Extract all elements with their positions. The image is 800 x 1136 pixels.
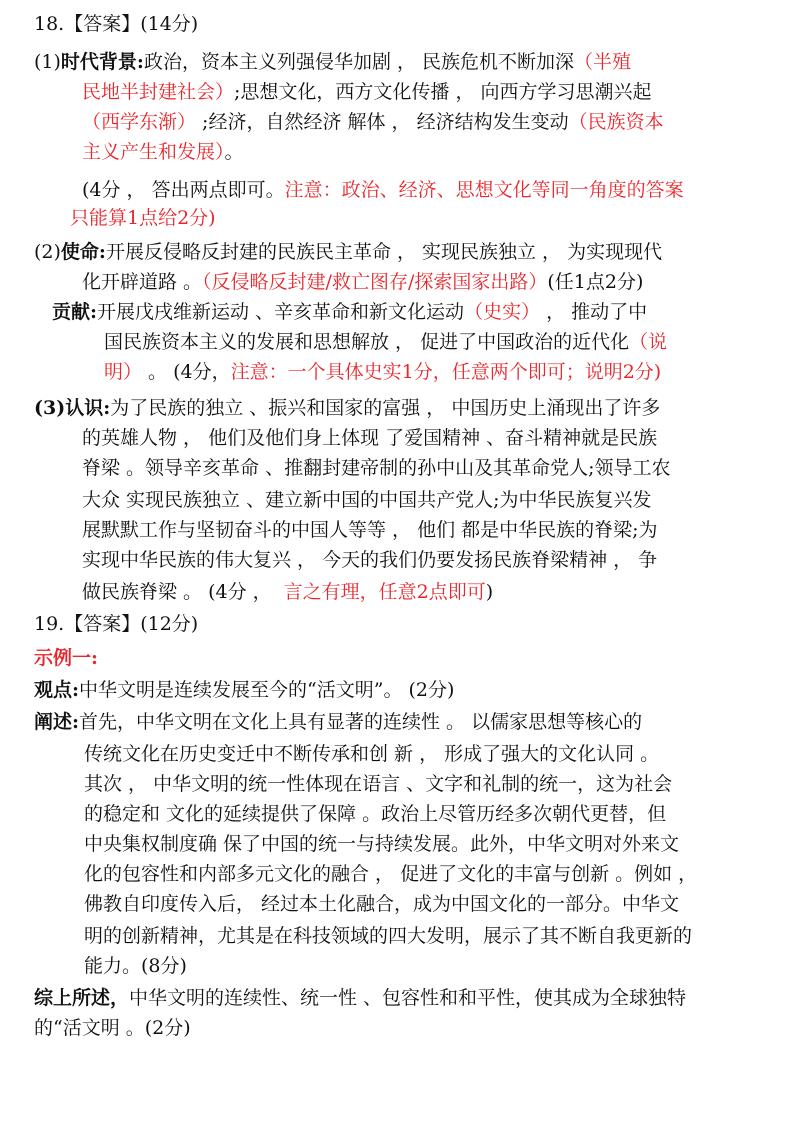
q19-elaboration-line4: 的稳定和 文化的延续提供了保障 。政治上尽管历经多次朝代更替，但	[84, 803, 667, 825]
q18-part1-label: 时代背景:	[60, 51, 144, 73]
q18-part1-number: (1)	[34, 51, 61, 73]
q18-part1-text: 政治，资本主义列强侵华加剧 ， 民族危机不断加深	[143, 51, 575, 73]
q19-elaboration-line2: 传统文化在历史变迁中不断传承和创 新 ， 形成了强大的文化认同 。	[84, 743, 660, 765]
q18-part3-line3: 脊梁 。领导辛亥革命 、推翻封建帝制的孙中山及其革命党人;领导工农	[82, 457, 671, 479]
q19-header: 19.【答案】(12分)	[34, 613, 199, 635]
q18-part1-red-note: 注意：政治、经济、思想文化等同一角度的答案	[284, 179, 684, 201]
q18-part1-red-note: （民族资本	[568, 111, 664, 133]
q19-summary-text: 中华文明的连续性、统一性 、包容性和和平性，使其成为全球独特	[129, 987, 687, 1009]
q19-viewpoint-text: 中华文明是连续发展至今的“活文明”。 (2分)	[79, 679, 455, 701]
q18-part1-line5	[82, 178, 684, 202]
q18-part3-score: 做民族脊梁 。 (4分 ，	[82, 581, 272, 603]
q18-part3-text: )	[485, 581, 494, 603]
q18-part2-label-contribution: 贡献:	[52, 301, 98, 323]
q18-part3-line5: 展默默工作与坚韧奋斗的中国人等等 ， 他们 都是中华民族的脊梁;为	[82, 519, 658, 541]
q18-part2-number: (2)	[34, 241, 61, 263]
q18-part3-label: 认识:	[65, 397, 111, 419]
q19-elaboration-line9: 能力。(8分)	[84, 955, 187, 977]
q18-part2-score: (任1点2分)	[547, 271, 644, 293]
q18-part3-line7	[82, 580, 493, 604]
q19-elaboration-line7: 佛教自印度传入后， 经过本土化融合，成为中国文化的一部分。中华文	[84, 893, 680, 915]
q18-part1-score: (4分 ， 答出两点即可。	[82, 179, 285, 201]
q18-part2-red-note: 明）	[104, 361, 143, 383]
q18-part3-line2: 的英雄人物 ， 他们及他们身上体现 了爱国精神 、奋斗精神就是民族	[82, 427, 658, 449]
q19-elaboration-line6: 化的包容性和内部多元文化的融合 ， 促进了文化的丰富与创新 。例如 ，	[84, 863, 698, 885]
q18-part3-line4: 大众 实现民族独立 、建立新中国的中国共产党人;为中华民族复兴发	[82, 489, 652, 511]
q19-elaboration-text: 首先，中华文明在文化上具有显著的连续性 。 以儒家思想等核心的	[79, 711, 643, 733]
q18-part1-line3	[82, 110, 664, 134]
q18-part1-line6	[70, 206, 216, 230]
q18-part1-red-note: 只能算1点给2分)	[70, 207, 216, 229]
q19-elaboration-line1	[34, 710, 642, 734]
q18-part1-text: ;思想文化，西方文化传播 ， 向西方学习思潮兴起	[234, 81, 652, 103]
q18-part2-line1	[34, 240, 662, 264]
q18-part3-line1	[34, 396, 660, 420]
q19-summary-label: 综上所述，	[34, 987, 130, 1009]
q18-part1-line1	[34, 50, 631, 74]
q19-elaboration-line8: 明的创新精神，尤其是在科技领域的四大发明，展示了其不断自我更新的	[84, 925, 693, 947]
q19-viewpoint-label: 观点:	[34, 679, 80, 701]
q18-part1-line4	[82, 140, 244, 164]
q18-part2-red-note: （史实）	[464, 301, 541, 323]
q18-part1-line2	[82, 80, 652, 104]
q18-part2-text: 开展反侵略反封建的民族民主革命 ， 实现民族独立 ， 为实现现代	[105, 241, 663, 263]
q18-part2-red-note: （说	[629, 331, 668, 353]
q18-part3-red-note: 言之有理，任意2点即可	[283, 581, 486, 603]
q18-part1-red-note: （半殖	[574, 51, 632, 73]
q19-example-label: 示例一:	[34, 647, 99, 669]
q18-part1-text: 。	[224, 141, 244, 163]
q18-part2-line2	[82, 270, 643, 294]
q19-summary-line1	[34, 986, 686, 1010]
q18-part3-text: 为了民族的独立 、振兴和国家的富强 ， 中国历史上涌现出了许多	[110, 397, 661, 419]
q18-part2-line4	[104, 330, 667, 354]
q18-part1-red-note: 民地半封建社会）	[82, 81, 235, 103]
q18-part1-red-note: （西学东渐）	[82, 111, 197, 133]
q18-part2-line3	[52, 300, 647, 324]
q18-part1-red-note: 主义产生和发展）	[82, 141, 225, 163]
q18-part2-text: 国民族资本主义的发展和思想解放 ， 促进了中国政治的近代化	[104, 331, 630, 353]
q18-part2-red-note: （反侵略反封建/救亡图存/探索国家出路）	[202, 271, 548, 293]
q18-part2-text: 化开辟道路 。	[82, 271, 203, 293]
q18-part1-text: ;经济，自然经济 解体 ， 经济结构发生变动	[196, 111, 569, 133]
q18-part2-line5	[104, 360, 661, 384]
q18-part3-line6: 实现中华民族的伟大复兴 ， 今天的我们仍要发扬民族脊梁精神 ， 争	[82, 549, 658, 571]
q18-part2-red-note: 注意：一个具体史实1分，任意两个即可；说明2分)	[230, 361, 662, 383]
q19-viewpoint-line	[34, 678, 454, 702]
q18-part2-text: ， 推动了中	[540, 301, 648, 323]
q18-part2-label-mission: 使命:	[60, 241, 106, 263]
q19-elaboration-line5: 中央集权制度确 保了中国的统一与持续发展。此外，中华文明对外来文	[84, 833, 680, 855]
q18-part2-text: 开展戊戌维新运动 、辛亥革命和新文化运动	[97, 301, 465, 323]
q19-elaboration-line3: 其次 ， 中华文明的统一性体现在语言 、文字和礼制的统一，这为社会	[84, 773, 673, 795]
q19-elaboration-label: 阐述:	[34, 711, 80, 733]
q19-summary-line2: 的“活文明 。(2分)	[34, 1017, 191, 1039]
q18-part3-number: (3)	[34, 397, 66, 419]
q18-part2-score: 。 (4分，	[142, 361, 231, 383]
q18-header: 18.【答案】(14分)	[34, 13, 199, 35]
